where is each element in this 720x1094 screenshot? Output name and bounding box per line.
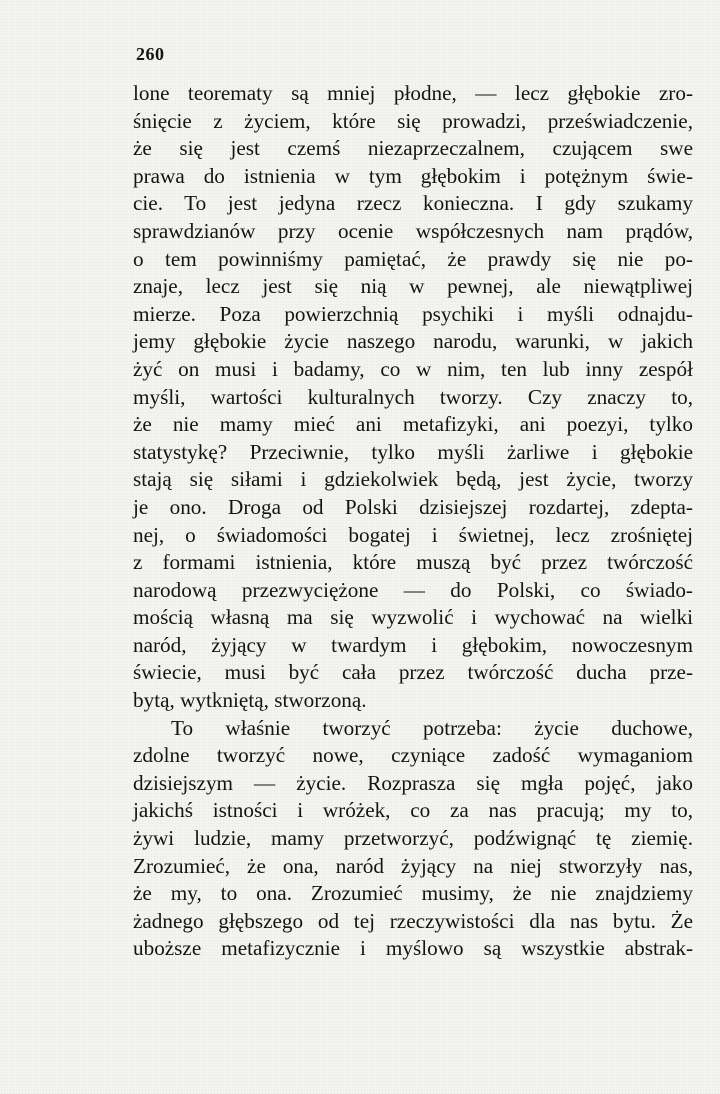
text-line: myśli, wartości kulturalnych tworzy. Czy znaczy to,	[133, 384, 693, 409]
text-line: znaje, lecz jest się nią w pewnej, ale niewątpliwej	[133, 274, 693, 299]
text-line: że się jest czemś niezaprzeczalnem, czującem swe	[133, 136, 693, 161]
text-line: zdolne tworzyć nowe, czyniące zadość wymaganiom	[133, 743, 693, 768]
text-line: prawa do istnienia w tym głębokim i potężnym świe-	[133, 163, 693, 188]
text-line: dzisiejszym — życie. Rozprasza się mgła pojęć, jako	[133, 770, 693, 795]
text-line: uboższe metafizycznie i myślowo są wszystkie abstrak-	[133, 936, 693, 961]
page-number: 260	[136, 44, 165, 64]
text-line: z formami istnienia, które muszą być przez twórczość	[133, 550, 693, 575]
text-line: świecie, musi być cała przez twórczość ducha prze-	[133, 660, 693, 685]
text-line: naród, żyjący w twardym i głębokim, nowoczesnym	[133, 632, 693, 657]
text-line: żadnego głębszego od tej rzeczywistości dla nas bytu. Że	[133, 908, 693, 933]
text-line: je ono. Droga od Polski dzisiejszej rozdartej, zdepta-	[133, 494, 693, 519]
text-line: Zrozumieć, że ona, naród żyjący na niej stworzyły nas,	[133, 853, 693, 878]
text-line: cie. To jest jedyna rzecz konieczna. I gdy szukamy	[133, 191, 693, 216]
text-line: mością własną ma się wyzwolić i wychować na wielki	[133, 605, 693, 630]
text-line: narodową przezwyciężone — do Polski, co świado-	[133, 577, 693, 602]
text-line: statystykę? Przeciwnie, tylko myśli żarliwe i głębokie	[133, 439, 693, 464]
body-text	[133, 80, 693, 963]
text-line: jakichś istności i wróżek, co za nas pracują; my to,	[133, 798, 693, 823]
paragraph-2	[133, 715, 693, 963]
paragraph-1	[133, 80, 693, 715]
text-line: żyć on musi i badamy, co w nim, ten lub inny zespół	[133, 356, 693, 381]
text-line: że my, to ona. Zrozumieć musimy, że nie znajdziemy	[133, 881, 693, 906]
text-line: lone teorematy są mniej płodne, — lecz głębokie zro-	[133, 81, 693, 105]
text-line: bytą, wytkniętą, stworzoną.	[133, 688, 367, 713]
text-line: sprawdzianów przy ocenie współczesnych nam prądów,	[133, 218, 693, 243]
text-line: To właśnie tworzyć potrzeba: życie duchowe,	[171, 715, 693, 740]
text-line: żywi ludzie, mamy przetworzyć, podźwignąć tę ziemię.	[133, 826, 693, 851]
text-line: mierze. Poza powierzchnią psychiki i myśli odnajdu-	[133, 301, 693, 326]
text-line: jemy głębokie życie naszego narodu, warunki, w jakich	[133, 329, 693, 354]
text-line: że nie mamy mieć ani metafizyki, ani poezyi, tylko	[133, 412, 693, 437]
text-line: stają się siłami i gdziekolwiek będą, jest życie, tworzy	[133, 467, 693, 492]
text-line: o tem powinniśmy pamiętać, że prawdy się nie po-	[133, 246, 693, 271]
text-line: śnięcie z życiem, które się prowadzi, przeświadczenie,	[133, 108, 693, 133]
text-line: nej, o świadomości bogatej i świetnej, lecz zrośniętej	[133, 522, 693, 547]
